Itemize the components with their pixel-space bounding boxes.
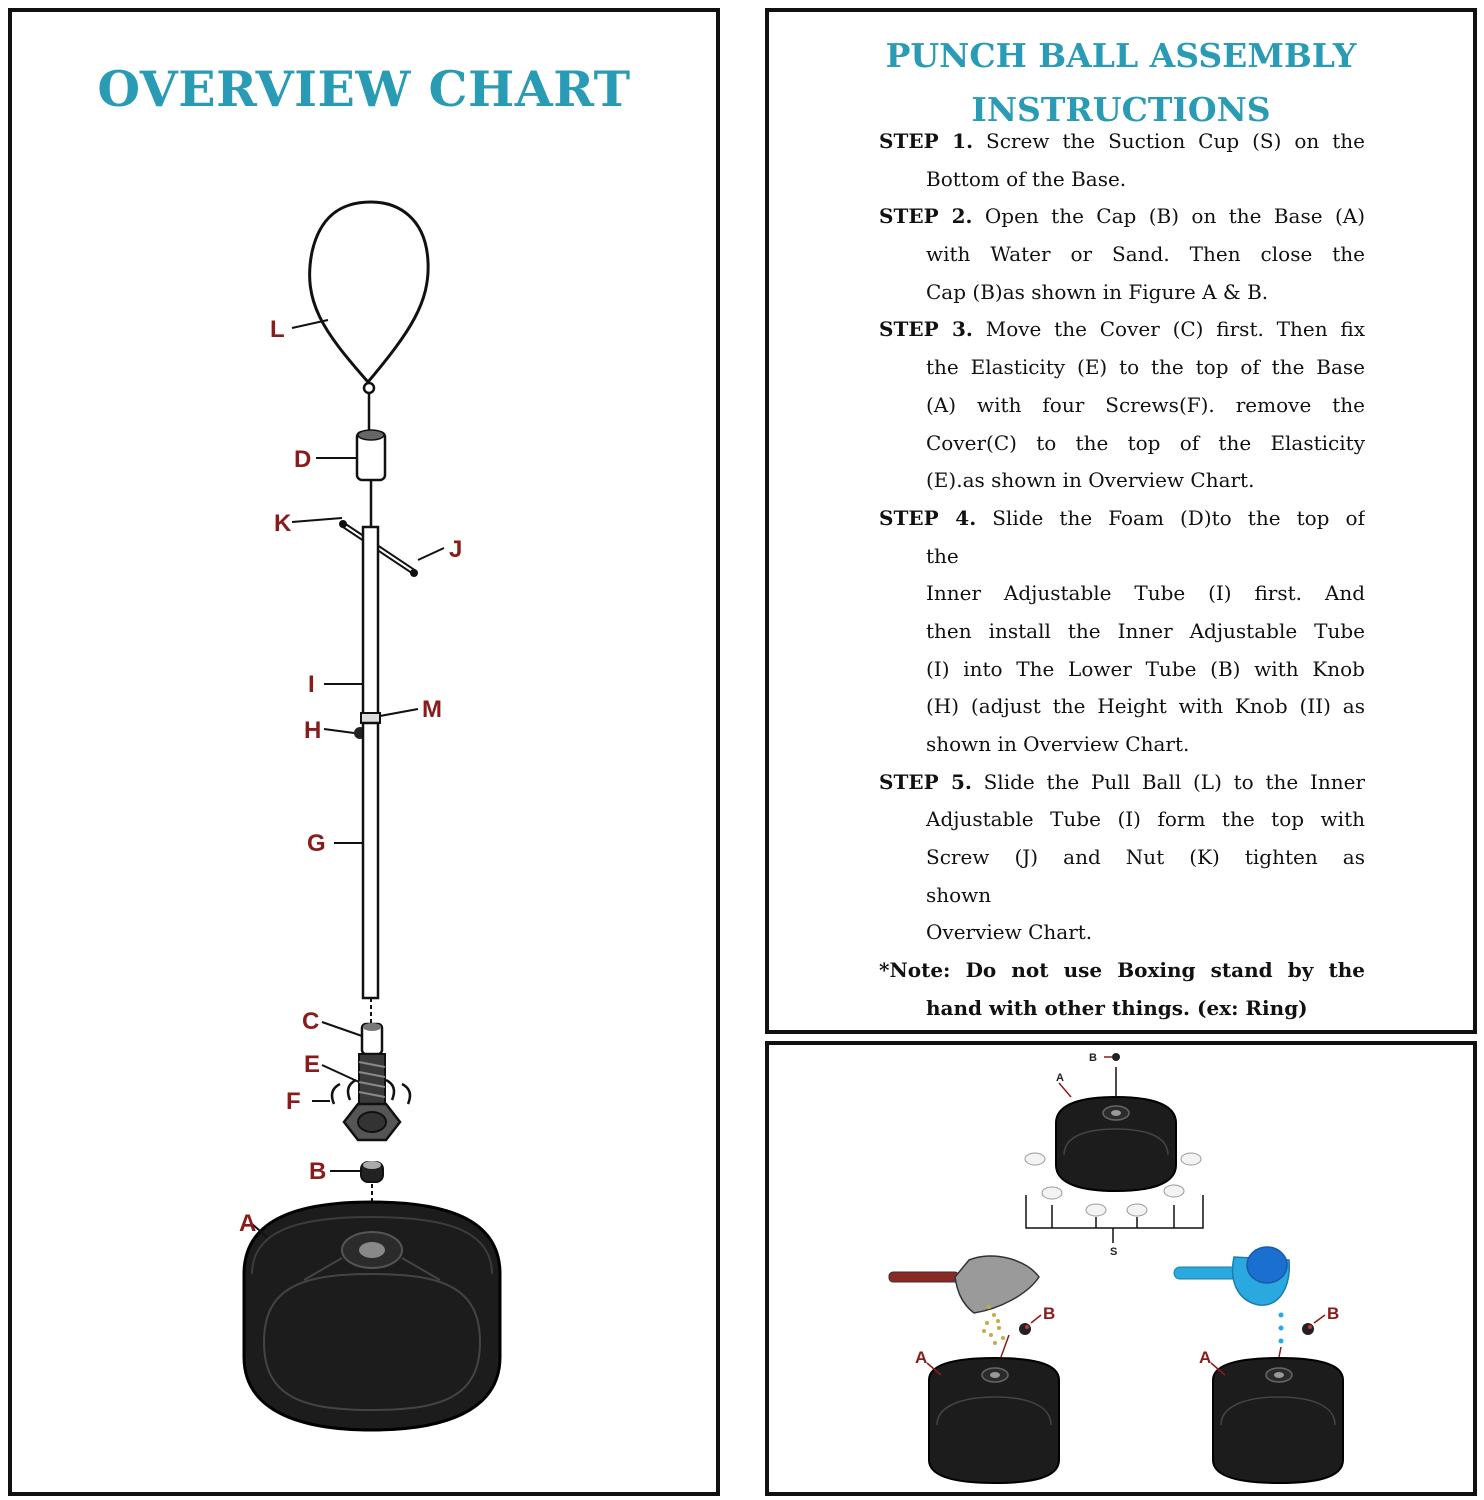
step-3-text: (A) with four Screws(F). remove the bbox=[926, 392, 1365, 417]
step-4-label: STEP 4. bbox=[879, 505, 977, 530]
part-label-b: B bbox=[309, 1158, 327, 1185]
step-2-text: with Water or Sand. Then close the bbox=[926, 242, 1365, 267]
step-4-text: Inner Adjustable Tube (I) first. And bbox=[926, 581, 1365, 606]
step-1-label: STEP 1. bbox=[879, 129, 974, 153]
step-4-text: shown in Overview Chart. bbox=[926, 732, 1190, 756]
fig-water-base-label: A bbox=[1199, 1348, 1212, 1367]
step-5-text: Adjustable Tube (I) form the top with bbox=[926, 807, 1365, 832]
step-3-label: STEP 3. bbox=[879, 317, 973, 342]
sand-filling-figure bbox=[889, 1256, 1059, 1483]
fig-sand-base-label: A bbox=[915, 1348, 928, 1367]
instruction-steps-list bbox=[879, 123, 1365, 1028]
step-2-label: STEP 2. bbox=[879, 204, 973, 229]
part-label-m: M bbox=[422, 696, 442, 723]
step-1-text: Bottom of the Base. bbox=[926, 166, 1127, 191]
step-5-label: STEP 5. bbox=[879, 769, 972, 794]
step-3-text: (E).as shown in Overview Chart. bbox=[926, 468, 1255, 493]
step-5-text: Screw (J) and Nut (K) tighten as bbox=[926, 845, 1365, 870]
note bbox=[879, 952, 1365, 1027]
exploded-assembly-diagram bbox=[12, 12, 716, 1492]
step-4-text: Slide the Foam (D)to the top of bbox=[992, 505, 1365, 530]
part-label-h: H bbox=[304, 717, 322, 744]
base-filling-figures bbox=[769, 1045, 1473, 1492]
water-filling-figure bbox=[1174, 1247, 1343, 1483]
part-label-g: G bbox=[307, 830, 326, 857]
step-4-text: the bbox=[926, 543, 959, 568]
part-label-c: C bbox=[302, 1008, 320, 1035]
step-4-text: (H) (adjust the Height with Knob (II) as bbox=[926, 694, 1365, 719]
part-label-i: I bbox=[308, 671, 315, 698]
step-2-text: Cap (B)as shown in Figure A & B. bbox=[926, 279, 1269, 304]
step-1-text: Screw the Suction Cup (S) on the bbox=[986, 129, 1365, 153]
fig-sand-cap-label: B bbox=[1043, 1304, 1056, 1323]
part-label-k: K bbox=[274, 510, 292, 537]
step-2-text: Open the Cap (B) on the Base (A) bbox=[984, 204, 1365, 229]
figures-panel bbox=[765, 1041, 1477, 1496]
fig-water-cap-label: B bbox=[1327, 1304, 1340, 1323]
pull-ball-drawing bbox=[310, 202, 429, 382]
step-4-text: (I) into The Lower Tube (B) with Knob bbox=[926, 656, 1365, 681]
instructions-title bbox=[769, 29, 1473, 137]
lower-tube-drawing bbox=[363, 723, 378, 998]
note-text: Do not use Boxing stand by the bbox=[965, 958, 1365, 983]
step-3-text: Move the Cover (C) first. Then fix bbox=[985, 317, 1365, 342]
fig-top-cap-label: B bbox=[1089, 1052, 1097, 1064]
step-3-text: Cover(C) to the top of the Elasticity bbox=[926, 430, 1365, 455]
step-5 bbox=[879, 764, 1365, 952]
instructions-title-line2: INSTRUCTIONS bbox=[971, 90, 1271, 129]
step-5-text: Overview Chart. bbox=[926, 920, 1093, 945]
step-5-text: shown bbox=[926, 882, 992, 907]
overview-title: OVERVIEW CHART bbox=[97, 60, 631, 118]
part-label-d: D bbox=[294, 446, 312, 473]
fig-top-base-label: A bbox=[1056, 1072, 1064, 1084]
overview-panel bbox=[8, 8, 720, 1496]
part-label-l: L bbox=[270, 316, 285, 343]
step-3 bbox=[879, 311, 1365, 499]
base-suction-figure bbox=[1025, 1052, 1203, 1258]
step-4 bbox=[879, 500, 1365, 764]
step-4-text: then install the Inner Adjustable Tube bbox=[926, 618, 1365, 643]
step-1 bbox=[879, 123, 1365, 198]
note-text: hand with other things. (ex: Ring) bbox=[926, 995, 1308, 1020]
instructions-panel bbox=[765, 8, 1477, 1034]
instructions-title-line1: PUNCH BALL ASSEMBLY bbox=[885, 36, 1357, 75]
inner-tube-drawing bbox=[363, 527, 378, 717]
part-label-a: A bbox=[239, 1210, 257, 1237]
part-label-f: F bbox=[286, 1088, 301, 1115]
note-label: *Note: bbox=[879, 958, 951, 983]
part-label-e: E bbox=[304, 1051, 321, 1078]
step-2 bbox=[879, 198, 1365, 311]
fig-top-suction-label: S bbox=[1110, 1246, 1118, 1258]
step-5-text: Slide the Pull Ball (L) to the Inner bbox=[983, 769, 1365, 794]
step-3-text: the Elasticity (E) to the top of the Base bbox=[926, 355, 1365, 380]
base-drawing bbox=[244, 1202, 500, 1430]
part-label-j: J bbox=[449, 536, 463, 563]
